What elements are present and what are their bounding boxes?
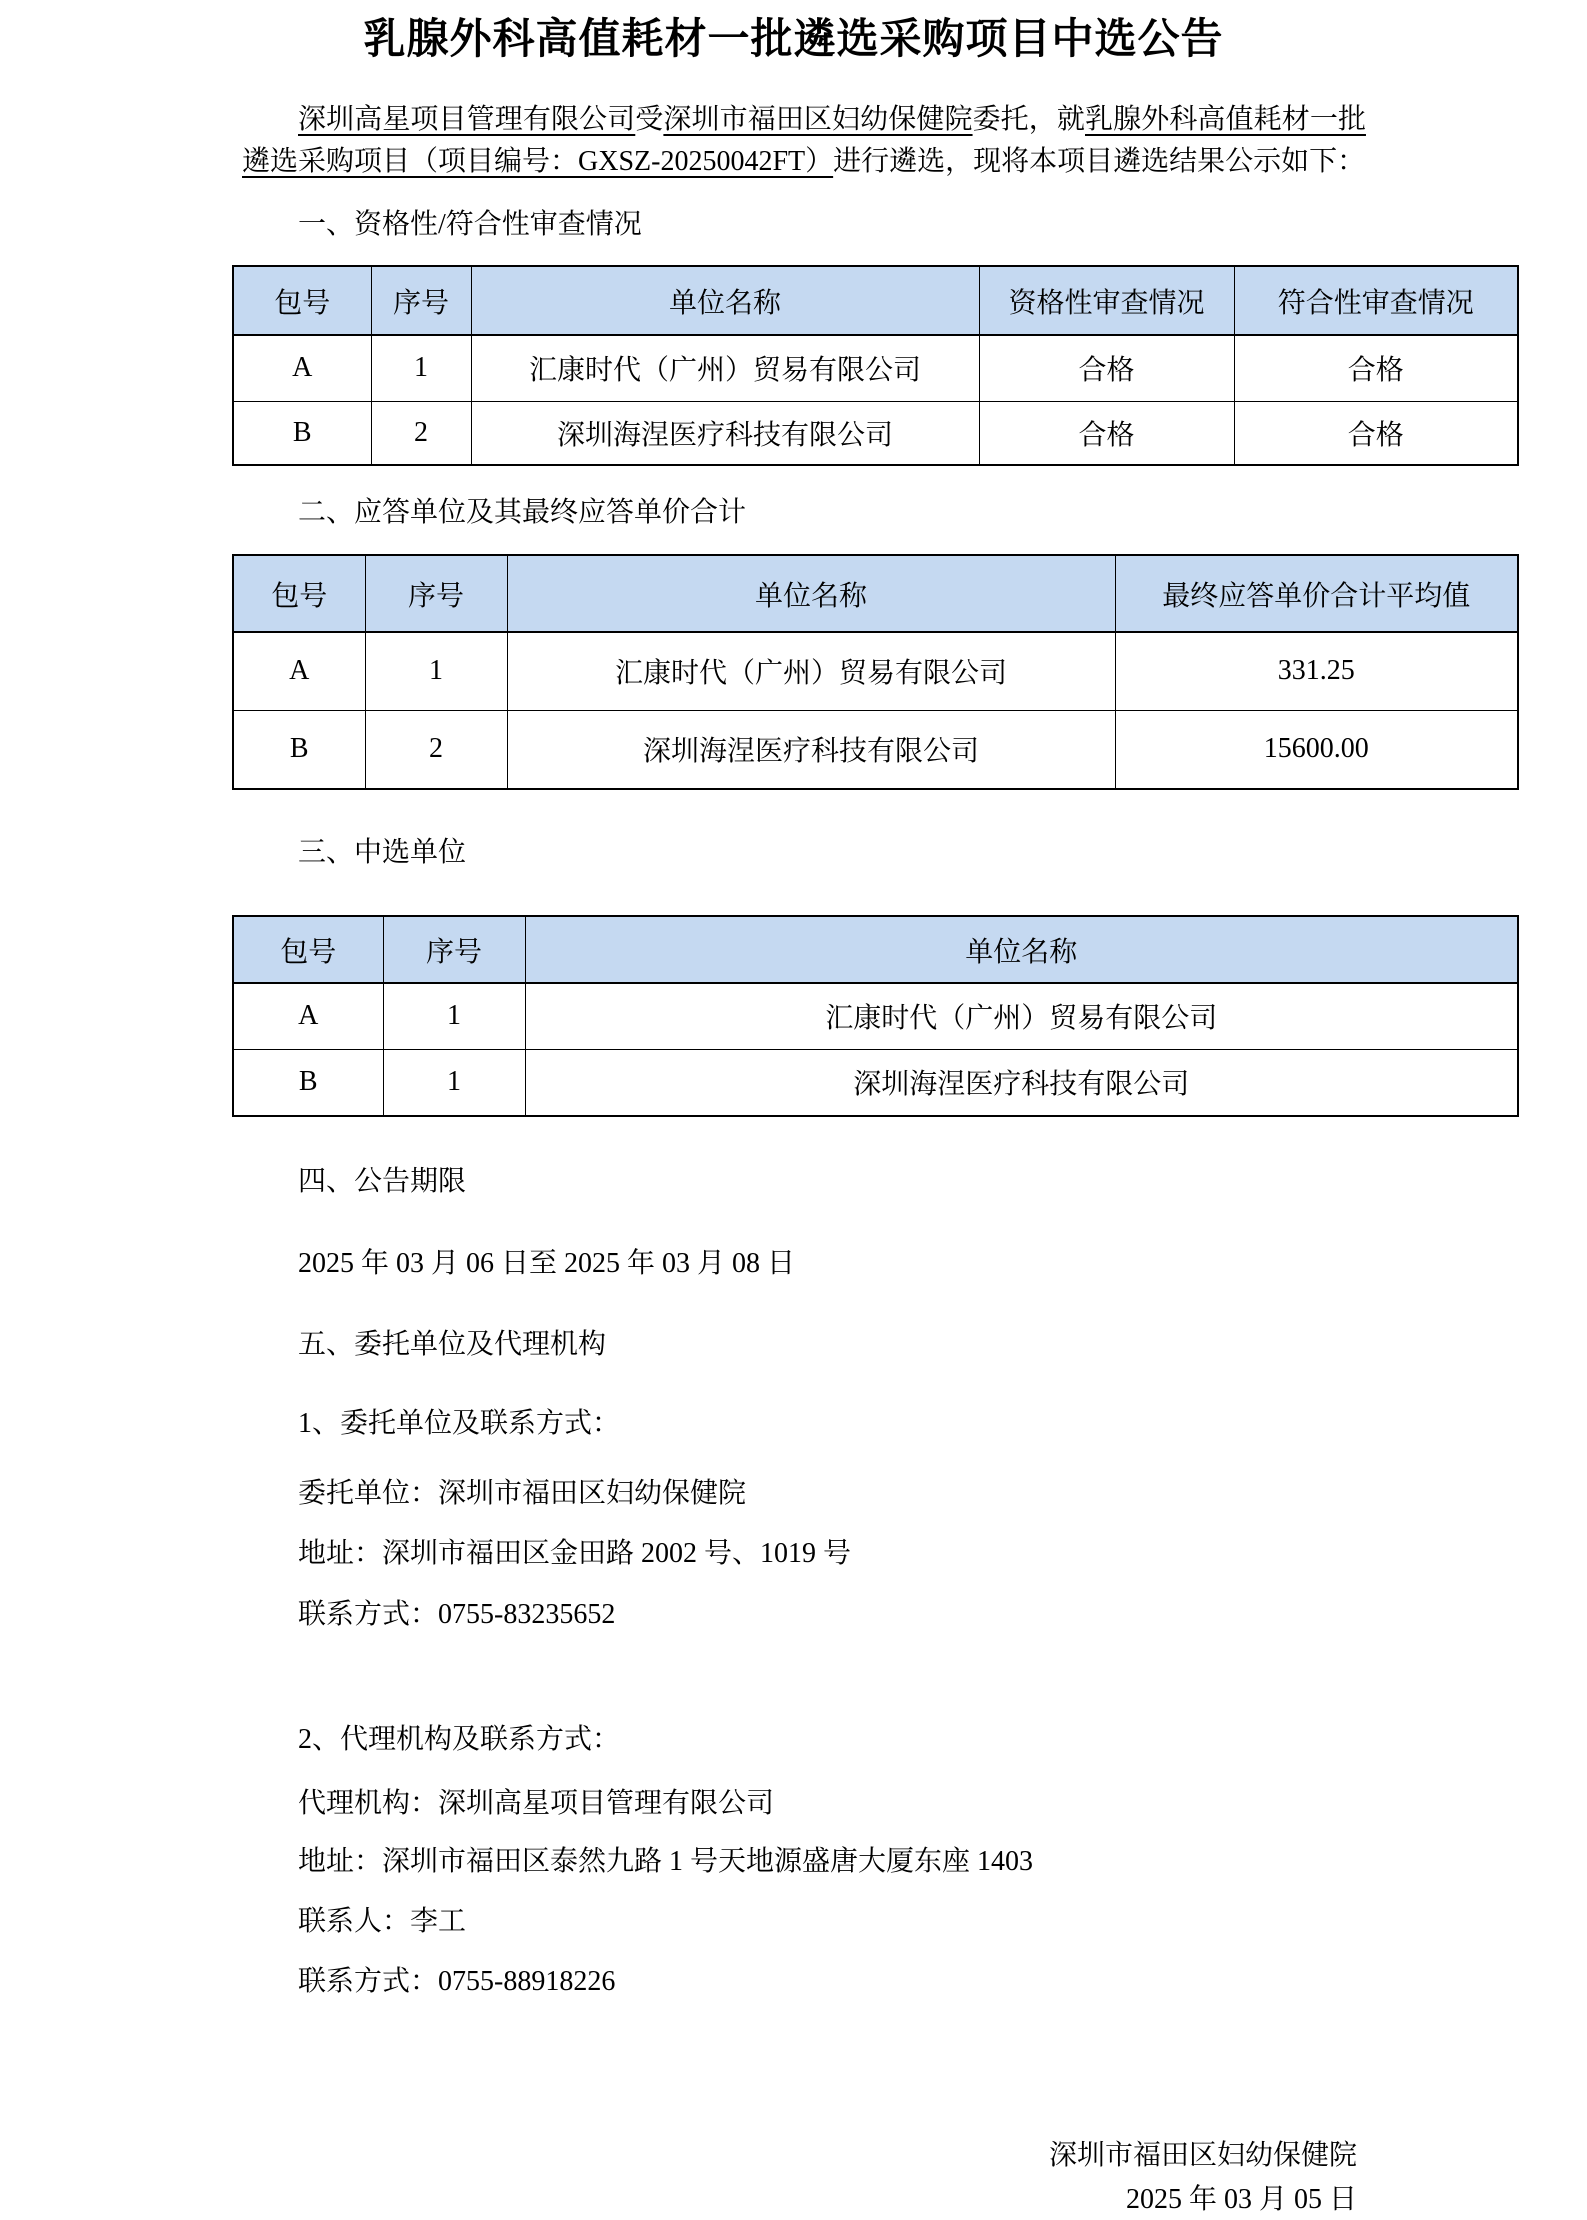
col-avg-unit-price-total: 最终应答单价合计平均值 [1115, 555, 1518, 632]
col-seq-no: 序号 [383, 916, 525, 983]
section-2-heading: 二、应答单位及其最终应答单价合计 [298, 497, 747, 528]
cell-package-no: A [233, 632, 365, 710]
intro-text: 进行遴选，现将本项目遴选结果公示如下： [833, 146, 1366, 177]
response-price-table [232, 554, 1519, 790]
cell-company-name: 深圳海涅医疗科技有限公司 [525, 1049, 1518, 1116]
page-title: 乳腺外科高值耗材一批遴选采购项目中选公告 [363, 17, 1224, 63]
col-package-no: 包号 [233, 555, 365, 632]
section-5-heading: 五、委托单位及代理机构 [298, 1329, 607, 1360]
cell-avg-unit-price-total: 15600.00 [1115, 710, 1518, 789]
signature-date: 2025 年 03 月 05 日 [1125, 2184, 1357, 2215]
intro-project-name-underlined: 乳腺外科高值耗材一批遴选采购项目（项目编号：GXSZ-20250042FT） [242, 104, 1366, 177]
table-header-row [233, 555, 1518, 632]
cell-qualification-result: 合格 [979, 335, 1234, 401]
agency-address-line: 地址：深圳市福田区泰然九路 1 号天地源盛唐大厦东座 1403 [298, 1846, 1034, 1877]
table-header-row [233, 916, 1518, 983]
col-conformity-review: 符合性审查情况 [1234, 266, 1518, 335]
cell-company-name: 深圳海涅医疗科技有限公司 [507, 710, 1115, 789]
qualification-review-table [232, 265, 1519, 466]
col-package-no: 包号 [233, 916, 383, 983]
intro-paragraph [242, 99, 1366, 183]
signature-block [0, 2134, 1357, 2220]
agency-name-line: 代理机构：深圳高星项目管理有限公司 [298, 1788, 775, 1819]
agency-contact-heading: 2、代理机构及联系方式： [298, 1724, 621, 1755]
table-header-row [233, 266, 1518, 335]
cell-qualification-result: 合格 [979, 401, 1234, 465]
intro-text: 受 [635, 104, 664, 135]
cell-avg-unit-price-total: 331.25 [1115, 632, 1518, 710]
cell-seq-no: 2 [365, 710, 507, 789]
cell-package-no: A [233, 335, 371, 401]
table-row [233, 632, 1518, 710]
cell-seq-no: 2 [371, 401, 471, 465]
cell-conformity-result: 合格 [1234, 335, 1518, 401]
cell-conformity-result: 合格 [1234, 401, 1518, 465]
cell-package-no: B [233, 1049, 383, 1116]
table-row [233, 983, 1518, 1049]
table-row [233, 1049, 1518, 1116]
cell-seq-no: 1 [383, 1049, 525, 1116]
cell-package-no: A [233, 983, 383, 1049]
col-company-name: 单位名称 [471, 266, 979, 335]
signature-org: 深圳市福田区妇幼保健院 [1048, 2140, 1357, 2171]
client-address-line: 地址：深圳市福田区金田路 2002 号、1019 号 [298, 1538, 852, 1569]
section-3-heading: 三、中选单位 [298, 837, 467, 868]
col-package-no: 包号 [233, 266, 371, 335]
section-4-heading: 四、公告期限 [298, 1166, 467, 1197]
cell-package-no: B [233, 401, 371, 465]
col-company-name: 单位名称 [525, 916, 1518, 983]
cell-company-name: 汇康时代（广州）贸易有限公司 [525, 983, 1518, 1049]
section-1-heading: 一、资格性/符合性审查情况 [298, 209, 642, 240]
cell-seq-no: 1 [383, 983, 525, 1049]
cell-company-name: 汇康时代（广州）贸易有限公司 [471, 335, 979, 401]
client-name-line: 委托单位：深圳市福田区妇幼保健院 [298, 1478, 747, 1509]
table-row [233, 401, 1518, 465]
cell-seq-no: 1 [365, 632, 507, 710]
agency-contact-person-line: 联系人：李工 [298, 1906, 467, 1937]
client-phone-line: 联系方式：0755-83235652 [298, 1599, 616, 1630]
client-contact-heading: 1、委托单位及联系方式： [298, 1408, 621, 1439]
col-seq-no: 序号 [371, 266, 471, 335]
cell-seq-no: 1 [371, 335, 471, 401]
col-company-name: 单位名称 [507, 555, 1115, 632]
agency-phone-line: 联系方式：0755-88918226 [298, 1966, 616, 1997]
winner-table [232, 915, 1519, 1117]
table-row [233, 710, 1518, 789]
cell-company-name: 深圳海涅医疗科技有限公司 [471, 401, 979, 465]
intro-text: 委托，就 [972, 104, 1085, 135]
col-qualification-review: 资格性审查情况 [979, 266, 1234, 335]
intro-client-name-underlined: 深圳市福田区妇幼保健院 [663, 104, 973, 135]
col-seq-no: 序号 [365, 555, 507, 632]
announcement-period-text: 2025 年 03 月 06 日至 2025 年 03 月 08 日 [298, 1248, 796, 1279]
cell-package-no: B [233, 710, 365, 789]
cell-company-name: 汇康时代（广州）贸易有限公司 [507, 632, 1115, 710]
intro-agency-name-underlined: 深圳高星项目管理有限公司 [298, 104, 636, 135]
table-row [233, 335, 1518, 401]
